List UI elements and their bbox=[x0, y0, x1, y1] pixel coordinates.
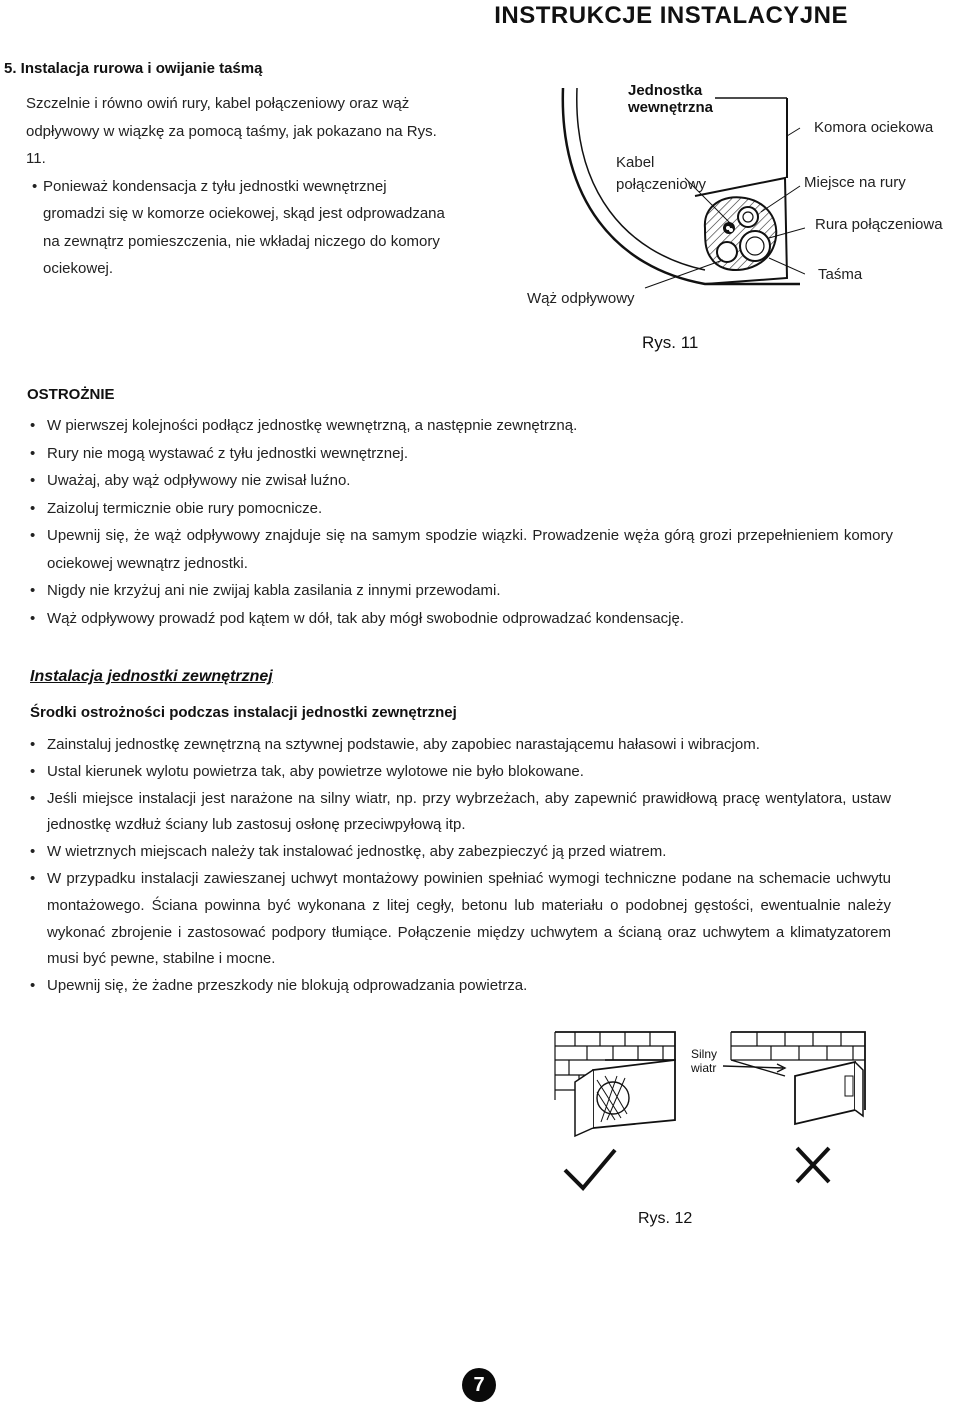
outdoor-precautions-list bbox=[27, 732, 891, 1000]
outdoor-item: • W przypadku instalacji zawieszanej uchwyt montażowy powinien spełniać wymogi techniczne podane na schemacie uchwytu montażowego. Ściana powinna być wykonana z litej cegły, betonu lub materiału o podobnej gęstości, ewentualnie należy wykonać zbrojenie i zastosować podpory tłumiące. Połączenie między uchwytem a ścianą oraz uchwytem a klimatyzatorem musi być pewne, stabilne i mocne. bbox=[27, 866, 891, 973]
section-5-title: 5. Instalacja rurowa i owijanie taśmą bbox=[4, 60, 263, 77]
caution-item: • Zaizoluj termicznie obie rury pomocnicze. bbox=[27, 495, 893, 523]
outdoor-item: • W wietrznych miejscach należy tak instalować jednostkę, aby zabezpieczyć ją przed wiatrem. bbox=[27, 839, 891, 866]
label-pipe-space: Miejsce na rury bbox=[804, 174, 906, 191]
outdoor-section-title: Instalacja jednostki zewnętrznej bbox=[30, 668, 273, 685]
label-tape: Taśma bbox=[818, 266, 863, 283]
wind-arrow-icon bbox=[723, 1066, 783, 1068]
caution-item: • Upewnij się, że wąż odpływowy znajduje się na samym spodzie wiązki. Prowadzenie węża górą grozi przepełnieniem komory ociekowej wewnątrz jednostki. bbox=[27, 522, 893, 577]
connecting-pipe-small bbox=[738, 207, 758, 227]
correct-installation-panel bbox=[555, 1032, 675, 1188]
intro-paragraph: Szczelnie i równo owiń rury, kabel połączeniowy oraz wąż odpływowy w wiązkę za pomocą taśmy, jak pokazano na Rys. 11. bbox=[26, 95, 437, 167]
section-5-intro bbox=[26, 90, 446, 283]
page-header-title: INSTRUKCJE INSTALACYJNE bbox=[494, 2, 848, 29]
outdoor-item: • Ustal kierunek wylotu powietrza tak, aby powietrze wylotowe nie było blokowane. bbox=[27, 759, 891, 786]
caution-item: • Nigdy nie krzyżuj ani nie zwijaj kabla zasilania z innymi przewodami. bbox=[27, 577, 893, 605]
cross-icon bbox=[797, 1148, 829, 1182]
wind-label bbox=[691, 1047, 717, 1075]
label-drip-tray: Komora ociekowa bbox=[814, 119, 934, 136]
checkmark-icon bbox=[565, 1150, 615, 1188]
drain-hose-section bbox=[717, 242, 737, 262]
caution-item: • Wąż odpływowy prowadź pod kątem w dół, tak aby mógł swobodnie odprowadzać kondensację. bbox=[27, 605, 893, 633]
caution-item: • W pierwszej kolejności podłącz jednostkę wewnętrzną, a następnie zewnętrzną. bbox=[27, 412, 893, 440]
label-indoor-unit: Jednostka wewnętrzna bbox=[628, 82, 714, 116]
outdoor-section-subtitle: Środki ostrożności podczas instalacji jednostki zewnętrznej bbox=[30, 704, 457, 721]
caution-list bbox=[27, 412, 893, 632]
label-connecting-pipe: Rura połączeniowa bbox=[815, 216, 943, 233]
outdoor-item: • Upewnij się, że żadne przeszkody nie blokują odprowadzania powietrza. bbox=[27, 973, 891, 1000]
outdoor-item: • Zainstaluj jednostkę zewnętrzną na sztywnej podstawie, aby zapobiec narastającemu hałasowi i wibracjom. bbox=[27, 732, 891, 759]
outdoor-item: • Jeśli miejsce instalacji jest narażone na silny wiatr, np. przy wybrzeżach, aby zapewnić prawidłową pracę wentylatora, ustaw jednostkę wzdłuż ściany lub zastosuj osłonę przeciwpyłową itp. bbox=[27, 786, 891, 840]
label-cable: Kabel połączeniowy bbox=[616, 154, 707, 193]
page-number-badge: 7 bbox=[462, 1368, 496, 1402]
incorrect-installation-panel bbox=[723, 1032, 865, 1182]
caution-item: • Rury nie mogą wystawać z tyłu jednostki wewnętrznej. bbox=[27, 440, 893, 468]
figure-11-caption: Rys. 11 bbox=[642, 333, 699, 352]
figure-12-caption: Rys. 12 bbox=[638, 1210, 693, 1227]
wind-label-line1: Silny bbox=[691, 1047, 718, 1061]
connecting-pipe-large bbox=[740, 231, 770, 261]
drip-tray-note: • Ponieważ kondensacja z tyłu jednostki wewnętrznej gromadzi się w komorze ociekowej, skąd jest odprowadzana na zewnątrz pomieszczenia, nie wkładaj niczego do komory ociekowej. bbox=[26, 173, 446, 283]
caution-title: OSTROŻNIE bbox=[27, 386, 115, 403]
outdoor-unit-right bbox=[795, 1062, 855, 1124]
label-drain-hose: Wąż odpływowy bbox=[527, 290, 635, 307]
caution-item: • Uważaj, aby wąż odpływowy nie zwisał luźno. bbox=[27, 467, 893, 495]
wind-label-line2: wiatr bbox=[691, 1061, 717, 1075]
